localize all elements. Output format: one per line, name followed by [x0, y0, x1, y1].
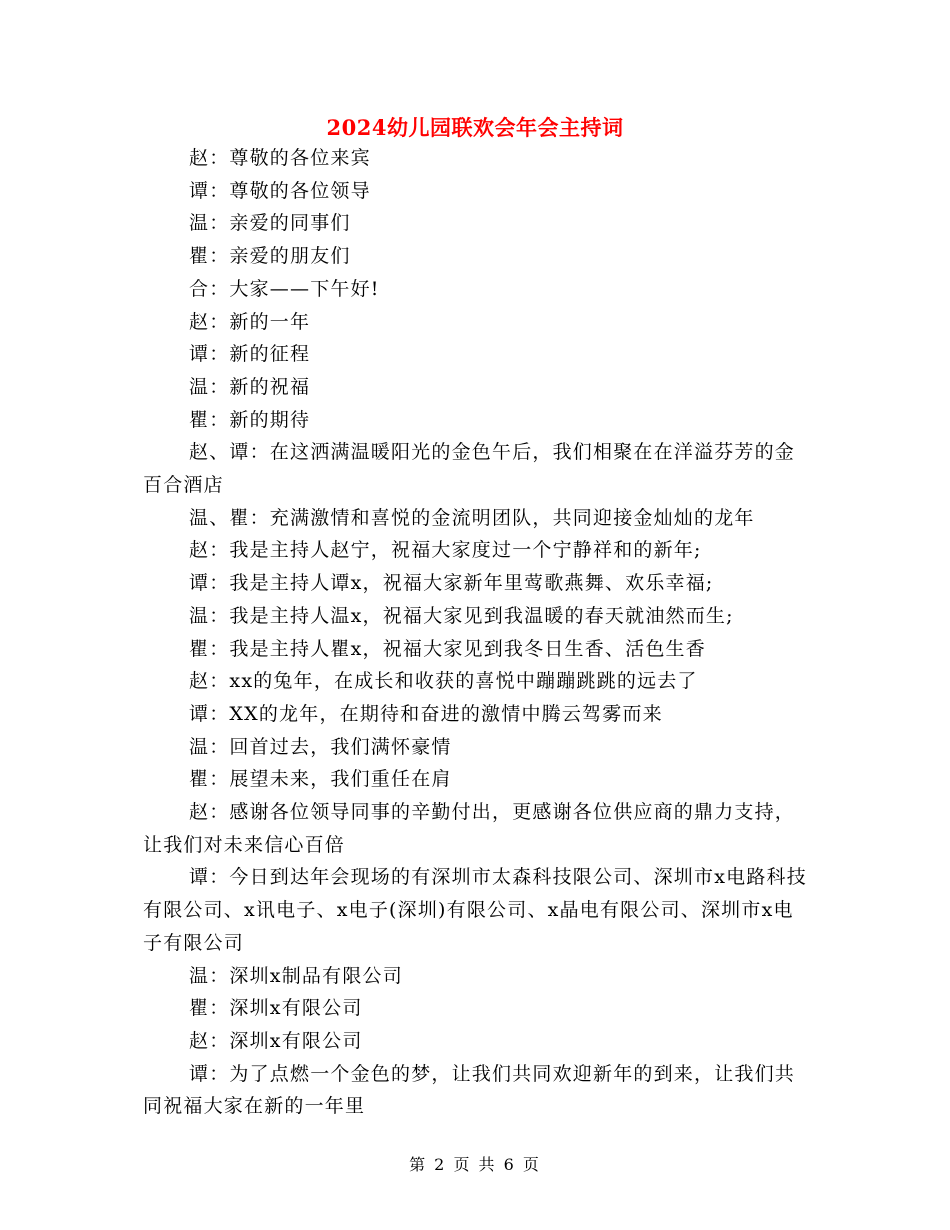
paragraph: 温：亲爱的同事们: [189, 212, 351, 235]
paragraph: 谭：新的征程: [189, 343, 311, 366]
paragraph: 赵：我是主持人赵宁，祝福大家度过一个宁静祥和的新年;: [189, 539, 702, 562]
paragraph: 瞿：深圳x有限公司: [189, 997, 363, 1020]
paragraph: 合：大家——下午好!: [189, 277, 380, 300]
document-body: [143, 142, 811, 1123]
paragraph: 温：回首过去，我们满怀豪情: [189, 735, 452, 758]
paragraph: 赵：感谢各位领导同事的辛勤付出，更感谢各位供应商的鼎力支持，让我们对未来信心百倍: [143, 801, 796, 856]
paragraph: 温：深圳x制品有限公司: [189, 964, 403, 987]
paragraph: 谭：我是主持人谭x，祝福大家新年里莺歌燕舞、欢乐幸福;: [189, 572, 714, 595]
paragraph: 瞿：展望未来，我们重任在肩: [189, 768, 452, 791]
paragraph: 赵：xx的兔年，在成长和收获的喜悦中蹦蹦跳跳的远去了: [189, 670, 698, 693]
paragraph: 温：我是主持人温x，祝福大家见到我温暖的春天就油然而生;: [189, 604, 734, 627]
paragraph: 赵：新的一年: [189, 310, 311, 333]
document-title: 2024幼儿园联欢会年会主持词: [326, 115, 624, 140]
paragraph: 温、瞿：充满激情和喜悦的金流明团队，共同迎接金灿灿的龙年: [189, 506, 755, 529]
paragraph: 瞿：新的期待: [189, 408, 311, 431]
paragraph: 赵：尊敬的各位来宾: [189, 147, 371, 169]
paragraph: 谭：XX的龙年，在期待和奋进的激情中腾云驾雾而来: [189, 702, 663, 725]
paragraph: 谭：尊敬的各位领导: [189, 179, 371, 202]
page-number-footer: 第 2 页 共 6 页: [409, 1155, 541, 1174]
paragraph: 谭：今日到达年会现场的有深圳市太森科技限公司、深圳市x电路科技有限公司、x讯电子、x电子(深圳)有限公司、x晶电有限公司、深圳市x电子有限公司: [143, 866, 807, 954]
paragraph: 赵：深圳x有限公司: [189, 1029, 363, 1052]
paragraph: 瞿：我是主持人瞿x，祝福大家见到我冬日生香、活色生香: [189, 637, 706, 660]
paragraph: 赵、谭：在这洒满温暖阳光的金色午后，我们相聚在在洋溢芬芳的金百合酒店: [143, 441, 796, 497]
paragraph: 谭：为了点燃一个金色的梦，让我们共同欢迎新年的到来，让我们共同祝福大家在新的一年里: [143, 1062, 796, 1118]
paragraph: 瞿：亲爱的朋友们: [189, 245, 351, 268]
paragraph: 温：新的祝福: [189, 375, 311, 398]
